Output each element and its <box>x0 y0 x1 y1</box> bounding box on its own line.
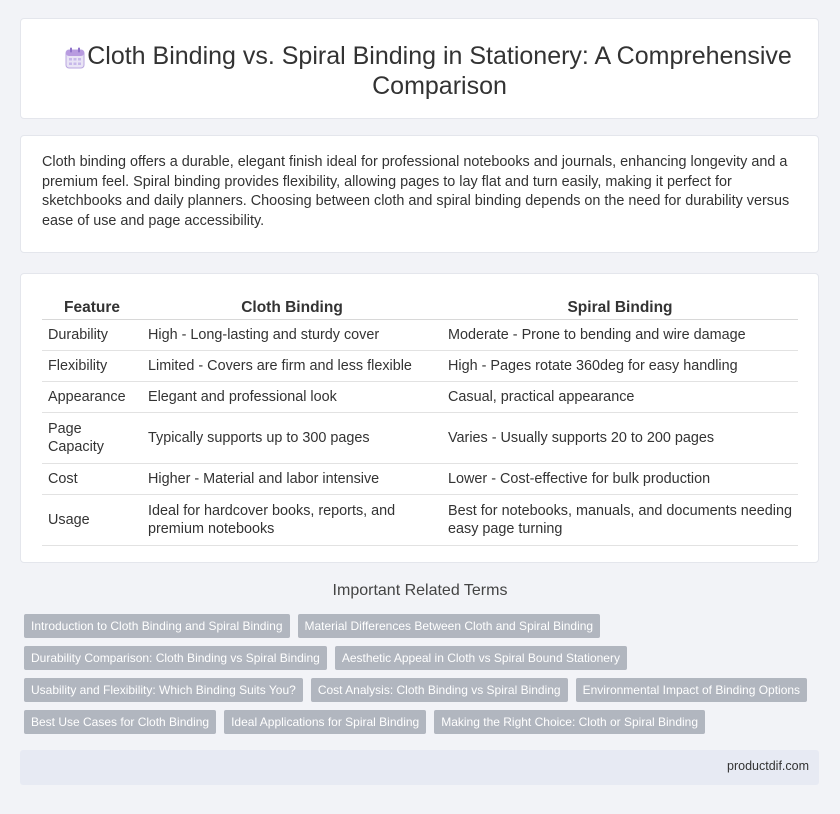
comparison-table-card <box>20 273 819 563</box>
feature-cell: Usage <box>42 495 142 546</box>
tag-row <box>24 710 824 734</box>
related-term-tag[interactable]: Usability and Flexibility: Which Binding Suits You? <box>24 678 303 702</box>
spiral-cell: High - Pages rotate 360deg for easy handling <box>442 351 798 382</box>
related-term-tag[interactable]: Introduction to Cloth Binding and Spiral Binding <box>24 614 290 638</box>
header-cloth-binding: Cloth Binding <box>142 296 442 320</box>
spiral-cell: Lower - Cost-effective for bulk production <box>442 464 798 495</box>
tag-row <box>24 614 824 638</box>
intro-text: Cloth binding offers a durable, elegant finish ideal for professional notebooks and journals, enhancing longevity and a premium feel. Spiral binding provides flexibility, allowing pages to lay flat and turn easily, making it perfect for sketchbooks and daily planners. Choosing between cloth and spiral binding depends on the need for durability versus ease of use and page accessibility. <box>42 154 790 229</box>
table-row <box>42 413 798 464</box>
related-term-tag[interactable]: Environmental Impact of Binding Options <box>576 678 807 702</box>
header-feature: Feature <box>42 296 142 320</box>
tag-row <box>24 678 824 702</box>
spiral-cell: Varies - Usually supports 20 to 200 pages <box>442 413 798 464</box>
feature-cell: Durability <box>42 320 142 351</box>
related-term-tag[interactable]: Durability Comparison: Cloth Binding vs Spiral Binding <box>24 646 327 670</box>
related-term-tag[interactable]: Making the Right Choice: Cloth or Spiral Binding <box>434 710 705 734</box>
related-term-tag[interactable]: Ideal Applications for Spiral Binding <box>224 710 426 734</box>
table-row <box>42 351 798 382</box>
related-terms-list <box>24 614 824 742</box>
header-spiral-binding: Spiral Binding <box>442 296 798 320</box>
cloth-cell: Elegant and professional look <box>142 382 442 413</box>
feature-cell: Flexibility <box>42 351 142 382</box>
related-term-tag[interactable]: Material Differences Between Cloth and Spiral Binding <box>298 614 601 638</box>
spiral-cell: Best for notebooks, manuals, and documents needing easy page turning <box>442 495 798 546</box>
spiral-cell: Casual, practical appearance <box>442 382 798 413</box>
cloth-cell: Limited - Covers are firm and less flexible <box>142 351 442 382</box>
table-row <box>42 495 798 546</box>
related-terms-title: Important Related Terms <box>332 582 508 599</box>
intro-card <box>20 135 819 253</box>
feature-cell: Appearance <box>42 382 142 413</box>
related-term-tag[interactable]: Aesthetic Appeal in Cloth vs Spiral Bound Stationery <box>335 646 627 670</box>
page-title: Cloth Binding vs. Spiral Binding in Stationery: A Comprehensive Comparison <box>87 42 792 100</box>
footer-site-link[interactable]: productdif.com <box>727 759 809 773</box>
related-term-tag[interactable]: Cost Analysis: Cloth Binding vs Spiral Binding <box>311 678 568 702</box>
table-row <box>42 320 798 351</box>
feature-cell: Page Capacity <box>42 413 142 464</box>
cloth-cell: Ideal for hardcover books, reports, and premium notebooks <box>142 495 442 546</box>
spiral-cell: Moderate - Prone to bending and wire damage <box>442 320 798 351</box>
feature-cell: Cost <box>42 464 142 495</box>
tag-row <box>24 646 824 670</box>
cloth-cell: Typically supports up to 300 pages <box>142 413 442 464</box>
related-term-tag[interactable]: Best Use Cases for Cloth Binding <box>24 710 216 734</box>
header-card <box>20 18 819 119</box>
cloth-cell: High - Long-lasting and sturdy cover <box>142 320 442 351</box>
comparison-table <box>42 296 798 546</box>
cloth-cell: Higher - Material and labor intensive <box>142 464 442 495</box>
table-row <box>42 464 798 495</box>
footer <box>20 750 819 785</box>
table-row <box>42 382 798 413</box>
table-header-row <box>42 296 798 320</box>
